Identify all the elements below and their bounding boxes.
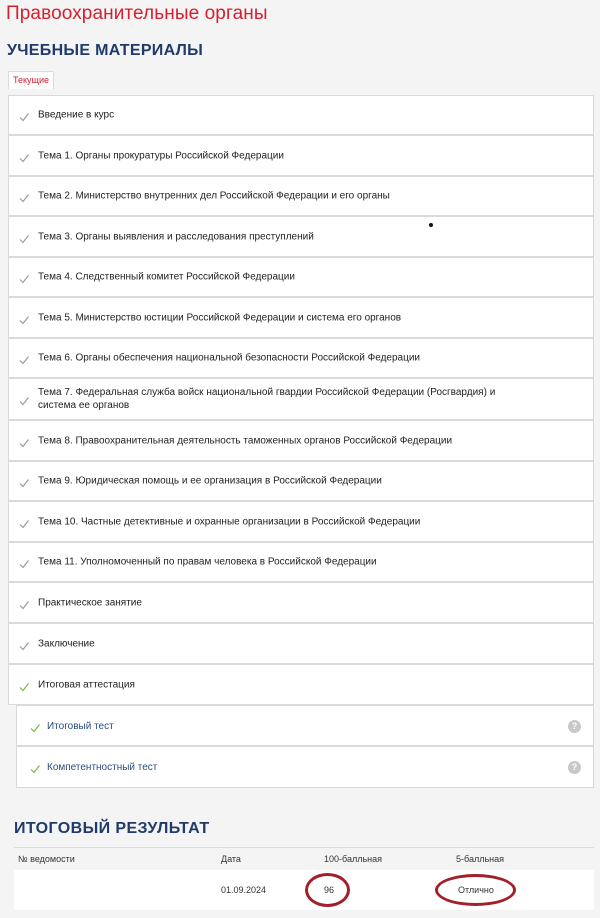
course-item-label: Тема 6. Органы обеспечения национальной безопасности Российской Федерации bbox=[38, 352, 420, 364]
course-item-label: Итоговая аттестация bbox=[38, 679, 135, 690]
check-icon bbox=[18, 680, 30, 692]
course-item[interactable] bbox=[8, 378, 594, 420]
course-item[interactable] bbox=[8, 297, 594, 338]
course-item-label: Тема 1. Органы прокуратуры Российской Федерации bbox=[38, 150, 284, 161]
highlight-circle-score100 bbox=[305, 873, 350, 907]
help-icon[interactable]: ? bbox=[568, 720, 581, 733]
column-header-score100: 100-балльная bbox=[324, 854, 383, 864]
course-item[interactable] bbox=[8, 95, 594, 135]
check-icon bbox=[18, 639, 30, 651]
check-icon bbox=[18, 313, 30, 325]
assessment-item[interactable] bbox=[16, 746, 594, 788]
course-item[interactable] bbox=[8, 501, 594, 542]
course-item[interactable] bbox=[8, 216, 594, 257]
page-title: Правоохранительные органы bbox=[6, 3, 268, 24]
column-header-score5: 5-балльная bbox=[456, 854, 504, 864]
course-item[interactable] bbox=[8, 420, 594, 461]
check-icon bbox=[18, 598, 30, 610]
course-item-label: Тема 4. Следственный комитет Российской Федерации bbox=[38, 271, 295, 283]
result-table-row bbox=[14, 870, 594, 910]
highlight-circle-score5 bbox=[435, 874, 516, 906]
course-item-label: Тема 7. Федеральная служба войск национальной гвардии Российской Федерации (Росгвардия) и система ее органов bbox=[38, 387, 496, 411]
course-item-label: Тема 2. Министерство внутренних дел Российской Федерации и его органы bbox=[38, 190, 390, 202]
course-item[interactable] bbox=[8, 623, 594, 664]
check-icon bbox=[18, 436, 30, 448]
course-item-label: Тема 8. Правоохранительная деятельность таможенных органов Российской Федерации bbox=[38, 435, 453, 446]
course-item[interactable] bbox=[8, 582, 594, 623]
assessment-item-label: Компетентностный тест bbox=[47, 762, 158, 773]
section-title: УЧЕБНЫЕ МАТЕРИАЛЫ bbox=[7, 42, 204, 59]
assessment-item-label: Итоговый тест bbox=[47, 720, 114, 732]
check-icon bbox=[29, 762, 41, 774]
course-item-label: Тема 11. Уполномоченный по правам человека в Российской Федерации bbox=[38, 556, 377, 568]
result-score5-value: Отлично bbox=[458, 885, 494, 895]
course-item[interactable] bbox=[8, 257, 594, 297]
course-item-label: Заключение bbox=[38, 638, 95, 649]
check-icon bbox=[18, 191, 30, 203]
course-item[interactable] bbox=[8, 664, 594, 705]
tab-current[interactable]: Текущие bbox=[8, 71, 54, 89]
course-item[interactable] bbox=[8, 542, 594, 582]
result-title: ИТОГОВЫЙ РЕЗУЛЬТАТ bbox=[14, 820, 210, 837]
help-icon[interactable]: ? bbox=[568, 761, 581, 774]
course-item[interactable] bbox=[8, 176, 594, 216]
check-icon bbox=[18, 232, 30, 244]
check-icon bbox=[18, 110, 30, 122]
result-score100-value: 96 bbox=[324, 885, 335, 895]
check-icon bbox=[18, 394, 30, 406]
course-item-label: Введение в курс bbox=[38, 109, 115, 121]
course-item-label: Тема 3. Органы выявления и расследования преступлений bbox=[38, 231, 314, 242]
course-item-label: Тема 9. Юридическая помощь и ее организация в Российской Федерации bbox=[38, 475, 382, 487]
column-header-date: Дата bbox=[221, 854, 241, 864]
course-item[interactable] bbox=[8, 338, 594, 378]
course-item[interactable] bbox=[8, 461, 594, 501]
check-icon bbox=[18, 353, 30, 365]
course-item-label: Тема 10. Частные детективные и охранные организации в Российской Федерации bbox=[38, 516, 421, 527]
result-date-value: 01.09.2024 bbox=[221, 885, 267, 895]
column-header-record: № ведомости bbox=[18, 854, 75, 864]
assessment-item[interactable] bbox=[16, 705, 594, 746]
check-icon bbox=[18, 151, 30, 163]
check-icon bbox=[18, 557, 30, 569]
stray-dot bbox=[429, 223, 433, 227]
check-icon bbox=[18, 272, 30, 284]
result-table-header bbox=[14, 847, 594, 871]
check-icon bbox=[29, 721, 41, 733]
course-item-label: Тема 5. Министерство юстиции Российской Федерации и система его органов bbox=[38, 312, 402, 323]
check-icon bbox=[18, 476, 30, 488]
course-item-label: Практическое занятие bbox=[38, 597, 142, 608]
check-icon bbox=[18, 517, 30, 529]
course-item[interactable] bbox=[8, 135, 594, 176]
